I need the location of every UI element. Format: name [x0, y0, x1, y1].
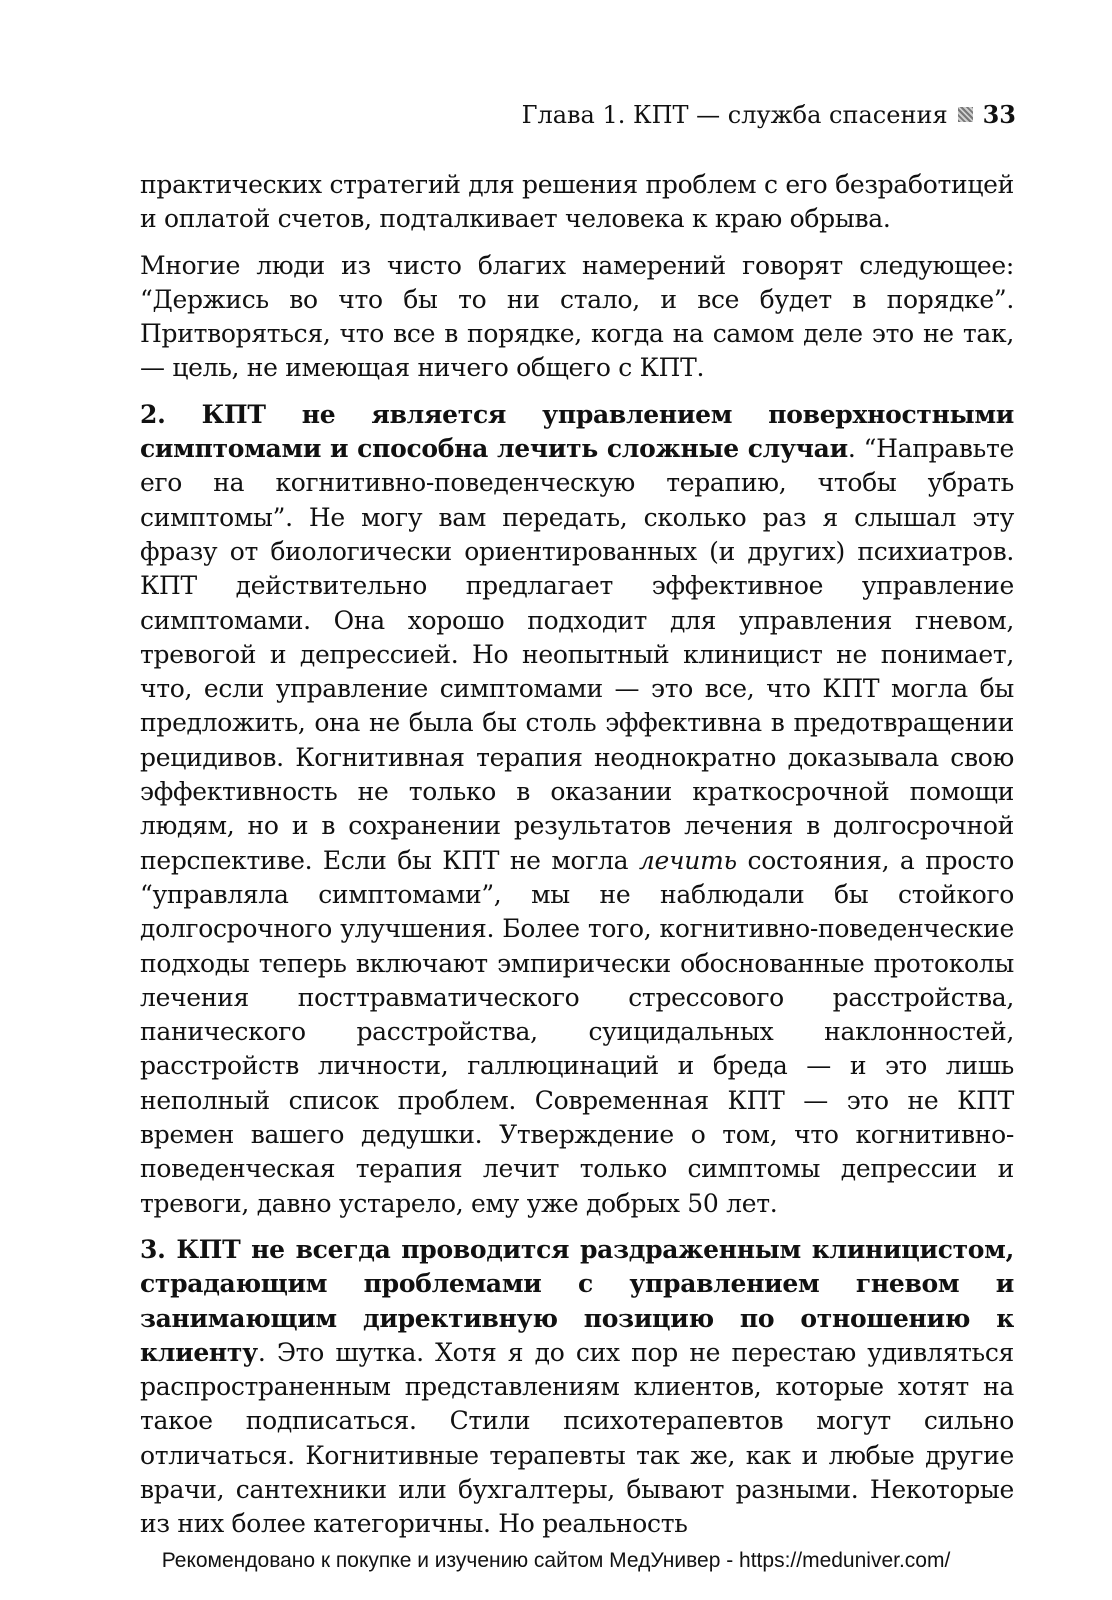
footer-recommendation: Рекомендовано к покупке и изучению сайтом МедУнивер - https://meduniver.com/	[161, 1549, 951, 1572]
paragraph-text: Многие люди из чисто благих намерений говорят следующее: “Держись во что бы то ни стало, и все будет в порядке”. Притворяться, что все в порядке, когда на самом деле это не так, — цель, не имеющая ничего общего с КПТ.	[140, 250, 1014, 383]
point-3-text: . Это шутка. Хотя я до сих пор не перестаю удивляться распространенным представлениям клиентов, которые хотят на такое подписаться. Стили психотерапевтов могут сильно отличаться. Когнитивные терапевты так же, как и любые другие врачи, сантехники или бухгалтеры, бывают разными. Некоторые из них более категоричны. Но реальность	[140, 1337, 1014, 1539]
point-3-heading: 3. КПТ не всегда проводится раздраженным клиницистом, страдающим проблемами с управлением гневом и занимающим директивную позицию по отношению к клиенту	[140, 1234, 1014, 1367]
point-2-text-part-1: . “Направьте его на когнитивно-поведенческую терапию, чтобы убрать симптомы”. Не могу вам передать, сколько раз я слышал эту фразу от биологически ориентированных (и других) психиатров. КПТ действительно предлагает эффективное управление симптомами. Она хорошо подходит для управления гневом, тревогой и депрессией. Но неопытный клиницист не понимает, что, если управление симптомами — это все, что КПТ могла бы предложить, она не была бы столь эффективна в предотвращении рецидивов. Когнитивная терапия неоднократно доказывала свою эффективность не только в оказании краткосрочной помощи людям, но и в сохранении результатов лечения в долгосрочной перспективе. Если бы КПТ не могла	[140, 434, 1014, 875]
paragraph-good-intentions	[140, 249, 1014, 386]
hatched-square-icon	[958, 107, 973, 122]
paragraph-point-3	[140, 1233, 1014, 1542]
paragraph-text: практических стратегий для решения проблем с его безработицей и оплатой счетов, подталкивает человека к краю обрыва.	[140, 170, 1014, 234]
running-header	[522, 100, 1016, 129]
point-2-heading: 2. КПТ не является управлением поверхностными симптомами и способна лечить сложные случаи	[140, 399, 1014, 464]
chapter-title: Глава 1. КПТ — служба спасения	[521, 100, 948, 129]
paragraph-point-2	[140, 398, 1014, 1221]
body-text	[140, 168, 1014, 1554]
page-number: 33	[982, 100, 1016, 129]
point-2-text-part-2: состояния, а просто “управляла симптомами”, мы не наблюдали бы стойкого долгосрочного улучшения. Более того, когнитивно-поведенческие подходы теперь включают эмпирически обоснованные протоколы лечения посттравматического стрессового расстройства, панического расстройства, суицидальных наклонностей, расстройств личности, галлюцинаций и бреда — и это лишь неполный список проблем. Современная КПТ — это не КПТ времен вашего дедушки. Утверждение о том, что когнитивно-поведенческая терапия лечит только симптомы депрессии и тревоги, давно устарело, ему уже добрых 50 лет.	[140, 845, 1014, 1218]
point-2-italic-word: лечить	[638, 845, 737, 875]
paragraph-continuation	[140, 168, 1014, 237]
